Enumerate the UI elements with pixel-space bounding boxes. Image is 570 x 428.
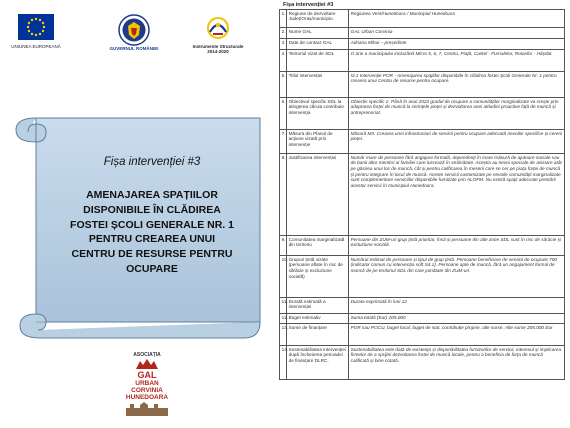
table-row bbox=[280, 10, 565, 28]
table-row bbox=[280, 346, 565, 380]
eu-flag-logo bbox=[11, 14, 61, 49]
row-number: 14. bbox=[280, 346, 287, 380]
row-label: Titlul intervenției bbox=[287, 72, 349, 98]
intervention-sheet-title: Fișa intervenției #3 bbox=[103, 156, 201, 168]
logo-bar bbox=[11, 14, 268, 72]
row-value: Măsură M3. Crearea unei infrastructuri de servicii pentru ocupare adecvată nevoilor specifice și cererii pieței. bbox=[349, 130, 565, 154]
government-logo bbox=[109, 14, 159, 51]
row-number: 3. bbox=[280, 39, 287, 50]
row-label: Buget estimativ bbox=[287, 314, 349, 324]
row-number: 2. bbox=[280, 28, 287, 39]
document-title: Fișa intervenției #3 bbox=[283, 2, 334, 8]
gal-association-label: ASOCIAȚIA bbox=[133, 352, 161, 358]
document-page bbox=[269, 0, 570, 428]
gal-name: GAL bbox=[137, 370, 157, 380]
row-number: 10. bbox=[280, 256, 287, 298]
row-value: Numărul estimat de persoane și tipul de grup țintă. Persoane beneficiare de servicii de ocupare 700 (indicator comun cu intervenția soft S4.1). Persoane apte de muncă, fără un angajament formal de muncă de pe teritoriul SDL din care jumătate din ZUM-uri. bbox=[349, 256, 565, 298]
intervention-table bbox=[279, 9, 565, 380]
subject-line: FOSTEI ȘCOLI GENERALE NR. 1 bbox=[70, 218, 234, 231]
table-row bbox=[280, 314, 565, 324]
row-number: 9. bbox=[280, 236, 287, 256]
row-value: O arie a municipiului incluzând Micro 5, 6, 7, Centru, Piață, Castel - Furnalelor, Rotarilor - Hășdat. bbox=[349, 50, 565, 72]
row-label: Teritoriul vizat de SDL bbox=[287, 50, 349, 72]
row-number: 7. bbox=[280, 130, 287, 154]
table-row bbox=[280, 236, 565, 256]
structural-funds-caption: Instrumente Structurale 2014-2020 bbox=[192, 44, 244, 54]
table-row bbox=[280, 298, 565, 314]
gal-corvinia: CORVINIA bbox=[131, 387, 163, 394]
table-row bbox=[280, 256, 565, 298]
row-value: Sustenabilitatea este dată de existența și disponibilitatea furnizorilor de servicii, interesul și implicarea firmelor de a sprijini dezvoltarea forței de muncă locale, pentru a beneficia de forța de muncă calificată și bine cotată. bbox=[349, 346, 565, 380]
row-label: Justificarea intervenției bbox=[287, 154, 349, 236]
title-scroll bbox=[12, 110, 264, 346]
row-number: 13. bbox=[280, 324, 287, 346]
row-number: 5. bbox=[280, 72, 287, 98]
subject-line: DISPONIBILE ÎN CLĂDIREA bbox=[83, 203, 221, 216]
government-caption: GUVERNUL ROMÂNIEI bbox=[109, 46, 159, 51]
row-label: Măsura din Planul de acțiune vizată prin intervenție bbox=[287, 130, 349, 154]
row-value: Suma totală (Eur) 205.000 bbox=[349, 314, 565, 324]
row-value: Persoane din ZUM-uri grup țintă prioritar, însă și persoane din alte zone SDL sunt în risc de sărăcie și excluziune socială. bbox=[349, 236, 565, 256]
eu-flag-icon bbox=[18, 14, 54, 40]
row-number: 11. bbox=[280, 298, 287, 314]
row-label: Sustenabilitatea intervenției după încheierea perioadei de finanțare DLRC. bbox=[287, 346, 349, 380]
subject-line: PENTRU CREAREA UNUI bbox=[88, 233, 216, 246]
table-row bbox=[280, 98, 565, 130]
row-label: Comunitatea marginalizată din teritoriu bbox=[287, 236, 349, 256]
row-number: 12. bbox=[280, 314, 287, 324]
row-label: Durată estimată a intervenției bbox=[287, 298, 349, 314]
row-label: Nume GAL bbox=[287, 28, 349, 39]
row-value: GAL Urban Corvinia bbox=[349, 28, 565, 39]
gal-logo bbox=[112, 352, 182, 416]
intervention-subject bbox=[52, 188, 252, 277]
row-value: Număr mare de persoane fără angajare formală, dependenți în mare măsură de ajutoare sociale sau de banii altor membri ai familiei care lucrează în străinătate. Aceștia au nevoi speciale de asistare atât pe găsirea unui loc de muncă, cât și pentru calificarea în meserii care se cer pe piața forței de muncă și pentru integrare în locul de muncă. Aceste servicii customizate pe nevoile comunității marginalizate sunt complementare serviciilor disponibile furnizate prin ALOFM. Nu există spații adecvate prestării acestor servicii în municipiul Hunedoara. bbox=[349, 154, 565, 236]
row-number: 8. bbox=[280, 154, 287, 236]
row-number: 4. bbox=[280, 50, 287, 72]
row-number: 1. bbox=[280, 10, 287, 28]
row-value: I3.1 Intervenție POR - Amenajarea spațiilor disponibile în clădirea fostei Școli Generale Nr. 1 pentru crearea unui Centru de resurse pentru ocupare. bbox=[349, 72, 565, 98]
castle-icon bbox=[124, 402, 170, 416]
subject-line: OCUPARE bbox=[126, 262, 178, 275]
row-label: Obiectivul specific SDL la atingerea căruia contribuie intervenția bbox=[287, 98, 349, 130]
gal-crest-icon bbox=[134, 358, 160, 370]
row-value: POR sau POCU, buget local, buget de stat, contribuție proprie, alte surse. Alte surse 205.000 Eur bbox=[349, 324, 565, 346]
gal-urban: URBAN bbox=[135, 380, 159, 387]
coat-of-arms-icon bbox=[118, 14, 150, 46]
left-panel bbox=[0, 0, 268, 428]
table-row bbox=[280, 72, 565, 98]
table-row bbox=[280, 154, 565, 236]
row-number: 6. bbox=[280, 98, 287, 130]
row-label: Surse de finanțare bbox=[287, 324, 349, 346]
structural-instruments-logo bbox=[192, 16, 244, 54]
table-row bbox=[280, 28, 565, 39]
row-value: Durata exprimată în luni 12 bbox=[349, 298, 565, 314]
row-value: Adriana Mihai – președinte bbox=[349, 39, 565, 50]
table-row bbox=[280, 39, 565, 50]
gal-hunedoara: HUNEDOARA bbox=[125, 394, 169, 401]
structural-funds-icon bbox=[204, 16, 232, 42]
subject-line: AMENAJAREA SPAȚIILOR bbox=[86, 189, 218, 201]
row-value: Regiunea Vest/Hunedoara / Municipiul Hunedoara bbox=[349, 10, 565, 28]
table-row bbox=[280, 130, 565, 154]
subject-line: CENTRU DE RESURSE PENTRU bbox=[71, 248, 233, 261]
row-label: Grupuri țintă vizate (persoane aflate în risc de sărăcie și excluziune socială) bbox=[287, 256, 349, 298]
row-label: Date de contact GAL bbox=[287, 39, 349, 50]
row-label: Regiune de dezvoltare Județ/Oraș/municipiu bbox=[287, 10, 349, 28]
table-row bbox=[280, 50, 565, 72]
eu-caption: UNIUNEA EUROPEANĂ bbox=[11, 44, 61, 49]
row-value: Obiectiv specific 2. Până în anul 2023 gradul de ocupare a comunităților marginalizate va crește prin adaptarea forței de muncă la cerințele pieței și dezvoltarea unei atitudini proactive față de muncă și antreprenoriat. bbox=[349, 98, 565, 130]
table-row bbox=[280, 324, 565, 346]
